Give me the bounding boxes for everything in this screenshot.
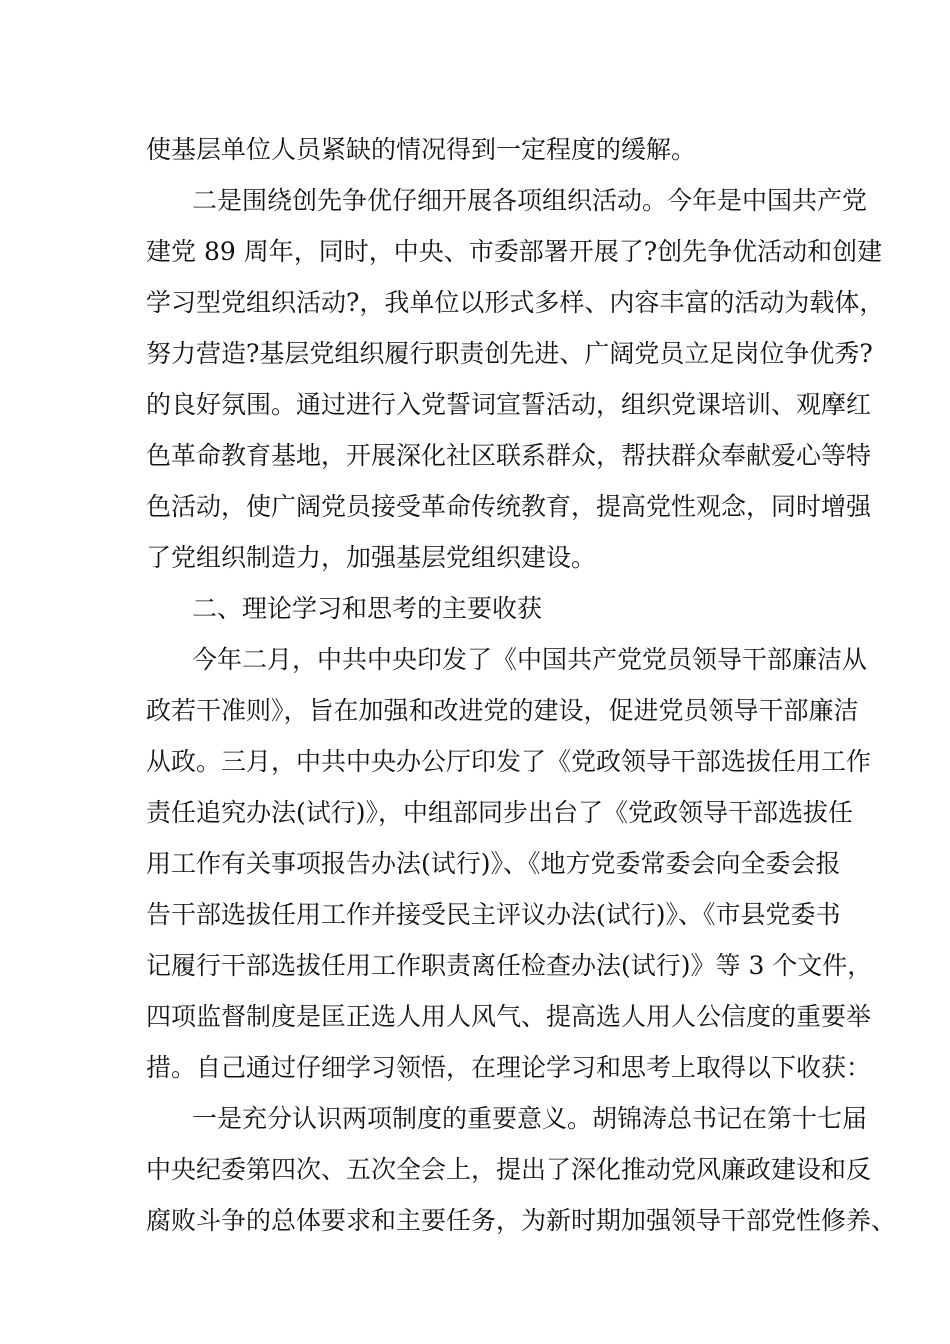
text-line: 色革命教育基地，开展深化社区联系群众，帮扶群众奉献爱心等特	[146, 441, 872, 470]
paragraph-start-line: 今年二月，中共中央印发了《中国共产党党员领导干部廉洁从	[192, 645, 868, 674]
text-line: 政若干准则》，旨在加强和改进党的建设，促进党员领导干部廉洁	[146, 696, 859, 725]
text-line: 措。自己通过仔细学习领悟，在理论学习和思考上取得以下收获：	[146, 1053, 872, 1082]
paragraph-start-line: 一是充分认识两项制度的重要意义。胡锦涛总书记在第十七届	[192, 1104, 868, 1133]
text-line: 中央纪委第四次、五次全会上，提出了深化推动党风廉政建设和反	[146, 1155, 872, 1184]
text-line: 学习型党组织活动?，我单位以形式多样、内容丰富的活动为载体，	[146, 288, 885, 317]
text-line: 腐败斗争的总体要求和主要任务，为新时期加强领导干部党性修养、	[146, 1206, 897, 1235]
text-line: 告干部选拔任用工作并接受民主评议办法(试行)》、《市县党委书	[146, 900, 841, 929]
text-line: 四项监督制度是匡正选人用人风气、提高选人用人公信度的重要举	[146, 1002, 872, 1031]
text-line: 的良好氛围。通过进行入党誓词宣誓活动，组织党课培训、观摩红	[146, 390, 872, 419]
text-line: 责任追究办法(试行)》，中组部同步出台了《党政领导干部选拔任	[146, 798, 854, 827]
text-line: 努力营造?基层党组织履行职责创先进、广阔党员立足岗位争优秀?	[146, 339, 873, 368]
text-line: 色活动，使广阔党员接受革命传统教育，提高党性观念，同时增强	[146, 492, 872, 521]
text-line: 记履行干部选拔任用工作职责离任检查办法(试行)》等 3 个文件，	[146, 951, 873, 980]
text-line: 从政。三月，中共中央办公厅印发了《党政领导干部选拔任用工作	[146, 747, 872, 776]
text-line: 建党 89 周年，同时，中央、市委部署开展了?创先争优活动和创建	[146, 237, 883, 266]
text-line: 了党组织制造力，加强基层党组织建设。	[146, 543, 597, 572]
section-heading: 二、理论学习和思考的主要收获	[192, 594, 543, 623]
text-line: 使基层单位人员紧缺的情况得到一定程度的缓解。	[146, 135, 697, 164]
paragraph-start-line: 二是围绕创先争优仔细开展各项组织活动。今年是中国共产党	[192, 186, 868, 215]
text-line: 用工作有关事项报告办法(试行)》、《地方党委常委会向全委会报	[146, 849, 841, 878]
